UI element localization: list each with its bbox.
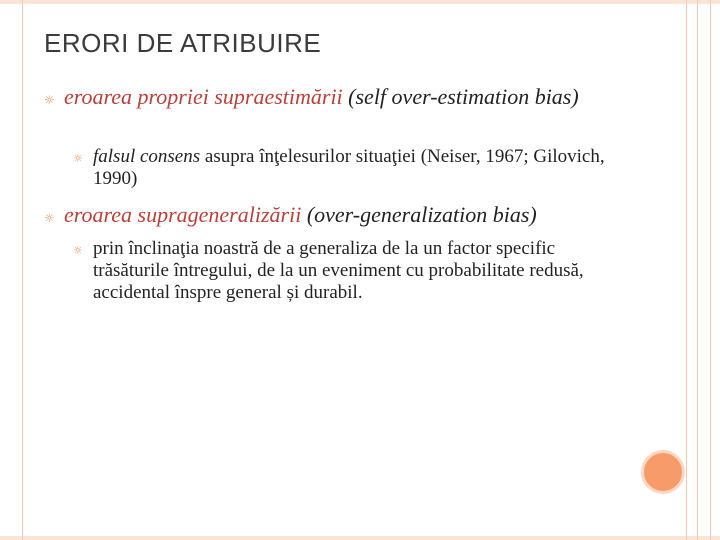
right-frame-line-1 — [686, 0, 687, 540]
top-frame-bar — [0, 0, 720, 4]
bottom-frame-bar — [0, 536, 720, 540]
sun-bullet-icon: ☼ — [73, 244, 83, 257]
right-frame-line-2 — [697, 0, 698, 540]
bullet-1-rest: (self over-estimation bias) — [342, 84, 579, 109]
bullet-1-accent: eroarea propriei supraestimării — [64, 84, 343, 109]
slide-title: ERORI DE ATRIBUIRE — [44, 28, 322, 58]
bullet-2-accent: eroarea suprageneralizării — [64, 202, 302, 227]
sun-bullet-icon: ☼ — [73, 152, 83, 165]
bullet-2-rest: (over-generalization bias) — [301, 202, 537, 227]
left-frame-line — [22, 0, 23, 540]
bullet-1 — [64, 84, 604, 110]
bullet-1-sub — [93, 146, 613, 190]
bullet-1-sub-rest: asupra înţelesurilor situaţiei (Neiser, 1967; Gilovich, 1990) — [93, 146, 605, 189]
sun-bullet-icon: ☼ — [44, 93, 55, 107]
bullet-2-sub: prin înclinaţia noastră de a generaliza de la un factor specific trăsăturile întregului, de la un eveniment cu probabilitate redusă, accidental înspre general și durabil. — [93, 238, 584, 303]
decorative-circle — [641, 450, 685, 494]
bullet-2 — [64, 202, 664, 228]
bullet-1-sub-italic: falsul consens — [93, 146, 201, 167]
right-frame-line-3 — [710, 0, 711, 540]
sun-bullet-icon: ☼ — [44, 211, 55, 225]
